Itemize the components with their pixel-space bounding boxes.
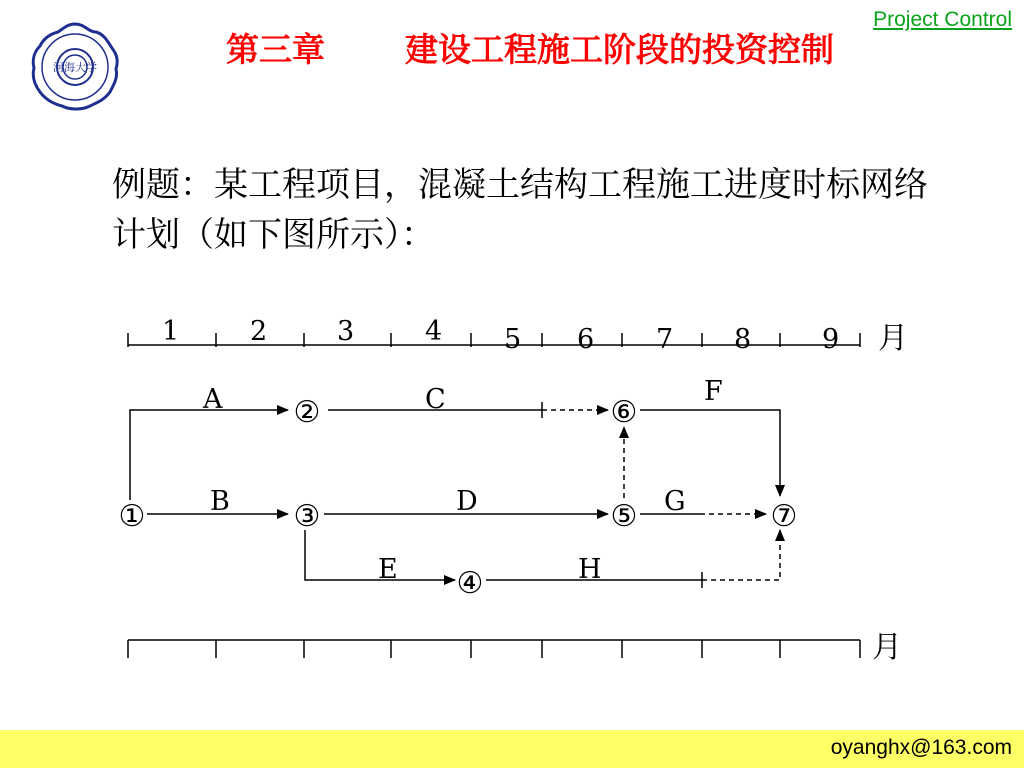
activity-f-arrow [640,410,780,496]
scale-label-5: 5 [504,324,522,355]
activity-b-label: B [210,486,230,517]
scale-label-7: 7 [656,324,674,355]
project-control-link[interactable]: Project Control [873,8,1012,31]
chapter-label: 第三章 [226,30,325,69]
node-2: ② [293,395,321,430]
scale-label-6: 6 [577,324,595,355]
node-7: ⑦ [770,499,798,534]
node-5: ⑤ [610,499,638,534]
bottom-time-scale [128,640,860,658]
example-intro: 例题：某工程项目，混凝土结构工程施工进度时标网络计划（如下图所示）： [112,165,928,255]
scale-label-3: 3 [337,316,355,347]
university-logo [30,22,120,112]
activity-d-label: D [456,486,478,517]
footer-email: oyanghx@163.com [830,736,1012,759]
scale-label-1: 1 [162,316,180,347]
footer-bar [0,730,1024,768]
activity-e-label: E [378,554,398,585]
scale-label-9: 9 [822,324,840,355]
node-4: ④ [456,566,484,601]
activity-c-label: C [425,384,446,415]
activity-h-label: H [578,554,602,585]
dummy-h-7 [702,530,780,580]
activity-g-label: G [664,486,686,517]
bottom-unit-label: 月 [872,630,902,665]
network-diagram [0,300,1024,680]
slide-title [180,26,880,74]
activity-f-label: F [704,376,723,407]
node-3: ③ [293,499,321,534]
node-6: ⑥ [610,395,638,430]
logo-text: 河海大学 [53,61,97,74]
scale-label-8: 8 [734,324,752,355]
activity-a-arrow [130,410,288,500]
activity-a-label: A [203,384,223,415]
node-1: ① [118,499,146,534]
chapter-title: 建设工程施工阶段的投资控制 [405,30,834,69]
top-unit-label: 月 [878,321,908,356]
scale-label-2: 2 [250,316,268,347]
scale-label-4: 4 [425,316,443,347]
